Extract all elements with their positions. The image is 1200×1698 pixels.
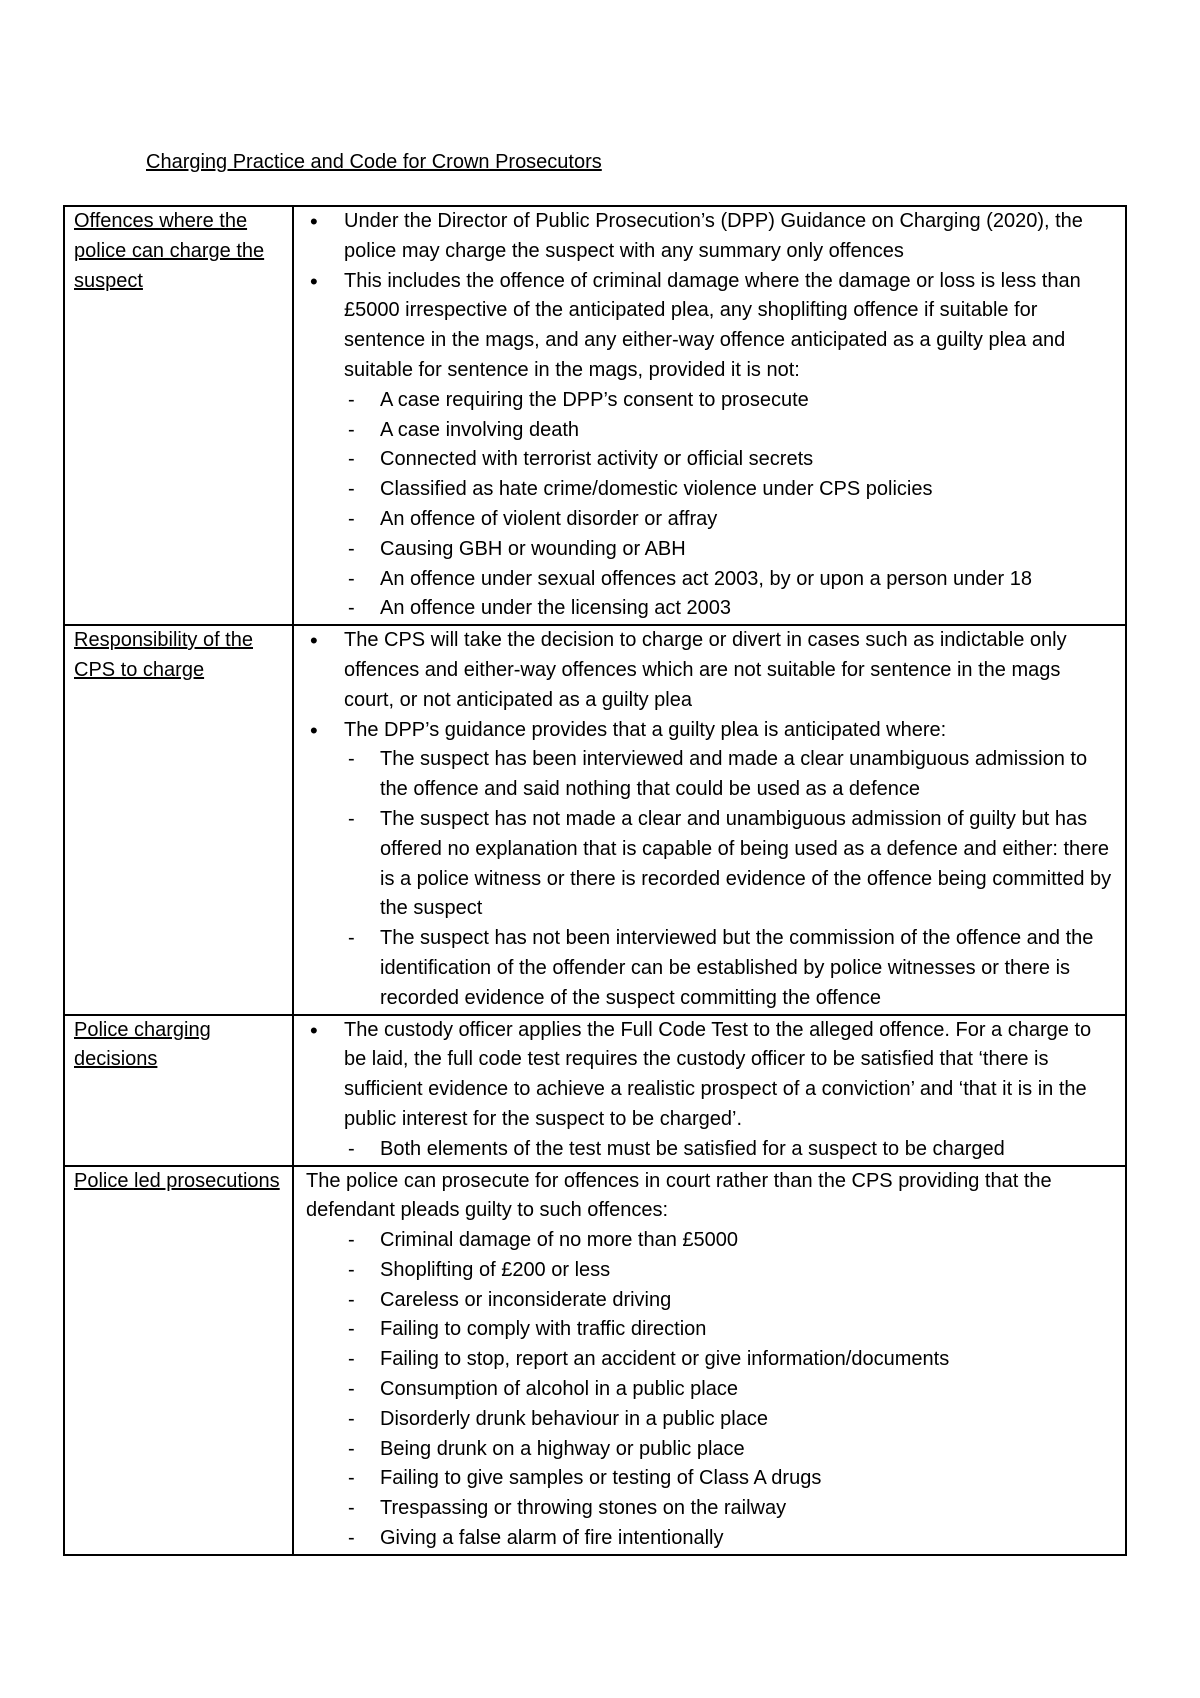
row-content: [293, 625, 1126, 1014]
dash-item: - The suspect has been interviewed and made a clear unambiguous admission to the offence and said nothing that could be used as a defence: [302, 745, 1113, 805]
dash-item: - The suspect has not made a clear and unambiguous admission of guilty but has offered no explanation that is capable of being used as a defence and either: there is a police witness or there is recorded evidence of the offence being committed by the suspect: [302, 805, 1113, 924]
row-content: [293, 1015, 1126, 1166]
dash-item: - Failing to comply with traffic direction: [302, 1315, 1113, 1345]
bullet-item: • The custody officer applies the Full Code Test to the alleged offence. For a charge to be laid, the full code test requires the custody officer to be satisfied that ‘there is sufficient evidence to achieve a realistic prospect of a conviction’ and ‘that it is in the public interest for the suspect to be charged’.: [302, 1016, 1113, 1135]
dash-item: - Both elements of the test must be satisfied for a suspect to be charged: [302, 1135, 1113, 1165]
dash-item: - An offence of violent disorder or affray: [302, 505, 1113, 535]
bullet-list: [302, 207, 1113, 386]
dash-item: - The suspect has not been interviewed but the commission of the offence and the identification of the offender can be established by police witnesses or there is recorded evidence of the suspect committing the offence: [302, 924, 1113, 1013]
dash-item: - A case requiring the DPP’s consent to prosecute: [302, 386, 1113, 416]
row-content: [293, 1166, 1126, 1555]
dash-item: - Careless or inconsiderate driving: [302, 1286, 1113, 1316]
bullet-item: • Under the Director of Public Prosecution’s (DPP) Guidance on Charging (2020), the police may charge the suspect with any summary only offences: [302, 207, 1113, 267]
dash-item: - A case involving death: [302, 416, 1113, 446]
dash-list: [302, 386, 1113, 624]
dash-item: - Consumption of alcohol in a public place: [302, 1375, 1113, 1405]
row-heading: Police charging decisions: [64, 1015, 293, 1166]
row-content: [293, 206, 1126, 625]
dash-item: - Being drunk on a highway or public place: [302, 1435, 1113, 1465]
bullet-item: • The DPP’s guidance provides that a guilty plea is anticipated where:: [302, 716, 1113, 746]
bullet-item: • The CPS will take the decision to charge or divert in cases such as indictable only offences and either-way offences which are not suitable for sentence in the mags court, or not anticipated as a guilty plea: [302, 626, 1113, 715]
dash-item: - Shoplifting of £200 or less: [302, 1256, 1113, 1286]
table-row: [64, 1015, 1126, 1166]
row-heading: Responsibility of the CPS to charge: [64, 625, 293, 1014]
row-intro: The police can prosecute for offences in court rather than the CPS providing that the defendant pleads guilty to such offences:: [306, 1169, 1052, 1222]
row-heading: Offences where the police can charge the suspect: [64, 206, 293, 625]
table-row: [64, 206, 1126, 625]
table-row: [64, 625, 1126, 1014]
dash-item: - Failing to give samples or testing of Class A drugs: [302, 1464, 1113, 1494]
dash-item: - Connected with terrorist activity or official secrets: [302, 445, 1113, 475]
dash-item: - An offence under sexual offences act 2003, by or upon a person under 18: [302, 565, 1113, 595]
bullet-item: • This includes the offence of criminal damage where the damage or loss is less than £5000 irrespective of the anticipated plea, any shoplifting offence if suitable for sentence in the mags, and any either-way offence anticipated as a guilty plea and suitable for sentence in the mags, provided it is not:: [302, 267, 1113, 386]
row-heading: Police led prosecutions: [64, 1166, 293, 1555]
dash-item: - Giving a false alarm of fire intentionally: [302, 1524, 1113, 1554]
dash-item: - Trespassing or throwing stones on the railway: [302, 1494, 1113, 1524]
dash-item: - An offence under the licensing act 2003: [302, 594, 1113, 624]
bullet-list: [302, 626, 1113, 745]
dash-item: - Classified as hate crime/domestic violence under CPS policies: [302, 475, 1113, 505]
dash-list: [302, 1135, 1113, 1165]
dash-item: - Criminal damage of no more than £5000: [302, 1226, 1113, 1256]
dash-list: [302, 1226, 1113, 1554]
dash-item: - Failing to stop, report an accident or give information/documents: [302, 1345, 1113, 1375]
dash-list: [302, 745, 1113, 1013]
bullet-list: [302, 1016, 1113, 1135]
page-title: Charging Practice and Code for Crown Prosecutors: [146, 151, 602, 173]
dash-item: - Disorderly drunk behaviour in a public place: [302, 1405, 1113, 1435]
notes-table: [63, 205, 1127, 1556]
dash-item: - Causing GBH or wounding or ABH: [302, 535, 1113, 565]
table-row: [64, 1166, 1126, 1555]
